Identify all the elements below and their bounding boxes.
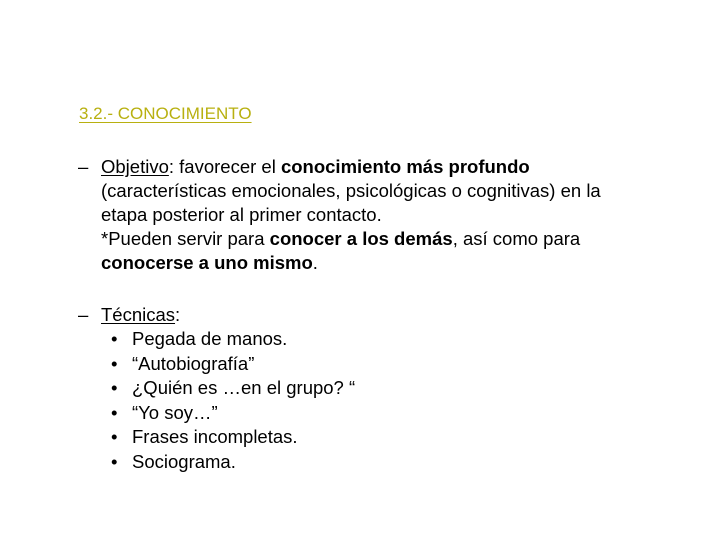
bullet-icon: • bbox=[111, 328, 118, 349]
objetivo-item bbox=[78, 155, 641, 275]
objetivo-bold-2: conocer a los demás bbox=[269, 228, 453, 249]
slide-title: 3.2.- CONOCIMIENTO bbox=[79, 104, 252, 123]
tecnicas-colon: : bbox=[175, 304, 181, 325]
bullet-icon: • bbox=[111, 450, 118, 472]
bullet-icon: • bbox=[111, 426, 118, 448]
list-item-text: ¿Quién es …en el grupo? “ bbox=[132, 377, 356, 399]
dash-marker: – bbox=[78, 156, 89, 177]
objetivo-bold-1: conocimiento más profundo bbox=[280, 156, 530, 177]
objetivo-text-3: *Pueden servir para bbox=[101, 228, 270, 249]
list-item-text: “Autobiografía” bbox=[132, 352, 255, 374]
list-item-text: Sociograma. bbox=[132, 450, 236, 472]
tecnicas-body bbox=[101, 303, 641, 475]
tecnicas-label: Técnicas bbox=[101, 304, 176, 325]
list-item-text: Pegada de manos. bbox=[132, 328, 288, 349]
list-item bbox=[101, 401, 641, 426]
tecnicas-list bbox=[101, 327, 641, 475]
objetivo-text-4: , así como para bbox=[452, 228, 581, 249]
tecnicas-item bbox=[78, 303, 641, 475]
objetivo-text-2: (características emocionales, psicológicas o cognitivas) en la etapa posterior al primer contacto. bbox=[101, 180, 601, 225]
bullet-icon: • bbox=[111, 377, 118, 399]
dash-marker: – bbox=[78, 304, 89, 325]
objetivo-text-5: . bbox=[312, 252, 318, 273]
list-item-text: “Yo soy…” bbox=[132, 401, 218, 423]
list-item bbox=[101, 376, 641, 401]
bullet-icon: • bbox=[111, 401, 118, 423]
objetivo-body bbox=[101, 155, 641, 275]
list-item bbox=[101, 425, 641, 450]
objetivo-colon: : bbox=[168, 156, 175, 177]
bullet-icon: • bbox=[111, 352, 118, 374]
list-item-text: Frases incompletas. bbox=[132, 426, 298, 448]
list-item bbox=[101, 327, 641, 352]
list-item bbox=[101, 450, 641, 475]
objetivo-label: Objetivo bbox=[101, 156, 169, 177]
list-item bbox=[101, 352, 641, 377]
objetivo-text-1: favorecer el bbox=[174, 156, 281, 177]
objetivo-bold-3: conocerse a uno mismo bbox=[101, 252, 313, 273]
